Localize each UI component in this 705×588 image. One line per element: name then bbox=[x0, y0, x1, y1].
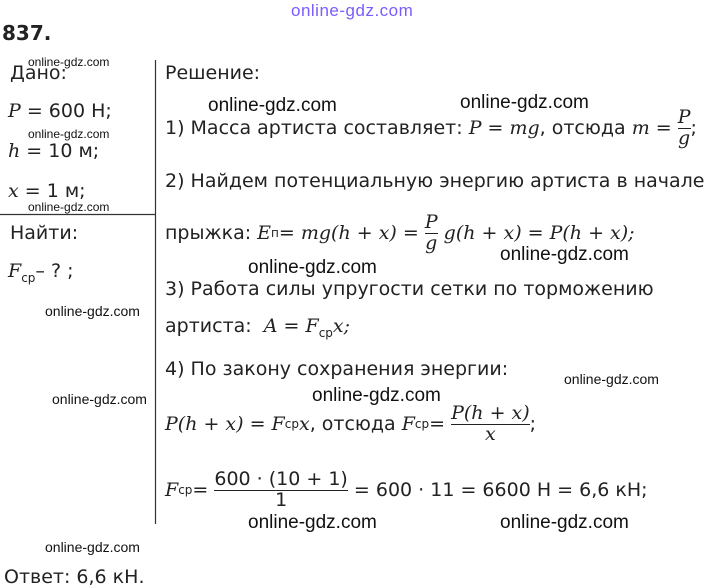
fraction-energy: $\frac{P(h + x)}{x}$ bbox=[451, 401, 530, 445]
fraction-numeric: $\frac{600 \cdot (10 + 1)}{1}$ bbox=[214, 467, 348, 511]
find-label: Найти: bbox=[10, 222, 79, 244]
find-target: $F_{ср}-$ ? ; bbox=[8, 260, 74, 285]
problem-number: 837. bbox=[2, 21, 52, 45]
watermark: online-gdz.com bbox=[564, 371, 659, 387]
step-5: F ср = $\frac{600 \cdot (10 + 1)}{1}$ = 600 · 11 = 6600 Н = 6,6 кН; bbox=[165, 467, 648, 511]
watermark: online-gdz.com bbox=[28, 200, 110, 214]
watermark: online-gdz.com bbox=[500, 512, 629, 533]
step-2-line2: прыжка: E п = mg(h + x) = $\frac{P}{g}$ g(h + x) = P(h + x); bbox=[165, 210, 635, 254]
solution-heading: Решение: bbox=[165, 62, 261, 84]
watermark: online-gdz.com bbox=[208, 95, 337, 116]
step-4-line2: P(h + x) = F ср x , отсюда F ср = $\frac{P(h + x)}{x}$ ; bbox=[165, 401, 537, 445]
watermark: online-gdz.com bbox=[45, 539, 140, 555]
answer: Ответ: 6,6 кН. bbox=[4, 566, 145, 588]
fraction-p-over-g-2: $\frac{P}{g}$ bbox=[424, 210, 438, 254]
watermark: online-gdz.com bbox=[460, 92, 589, 113]
given-x: x = 1 м; bbox=[8, 180, 86, 202]
step-4-line1: 4) По закону сохранения энергии: bbox=[165, 358, 509, 380]
watermark: online-gdz.com bbox=[52, 391, 147, 407]
given-label: Дано: bbox=[10, 62, 67, 84]
step-3-line2: артиста: $A = F_{ср}x$; bbox=[165, 315, 351, 340]
watermark: online-gdz.com bbox=[28, 127, 110, 141]
given-h: h = 10 м; bbox=[8, 140, 100, 162]
given-p: P = 600 Н; bbox=[8, 100, 112, 122]
step-3-line1: 3) Работа силы упругости сетки по торможению bbox=[165, 278, 654, 300]
watermark: online-gdz.com bbox=[312, 385, 441, 406]
watermark: online-gdz.com bbox=[28, 55, 110, 69]
fraction-p-over-g: $\frac{P}{g}$ bbox=[677, 105, 691, 149]
step-1: 1) Масса артиста составляет: P = mg , отсюда m = $\frac{P}{g}$ ; bbox=[165, 105, 697, 149]
watermark: online-gdz.com bbox=[45, 303, 140, 319]
watermark-top: online-gdz.com bbox=[291, 1, 414, 20]
watermark: online-gdz.com bbox=[500, 244, 629, 265]
step-2-line1: 2) Найдем потенциальную энергию артиста в начале bbox=[165, 170, 705, 192]
watermark: online-gdz.com bbox=[248, 257, 377, 278]
watermark: online-gdz.com bbox=[248, 512, 377, 533]
